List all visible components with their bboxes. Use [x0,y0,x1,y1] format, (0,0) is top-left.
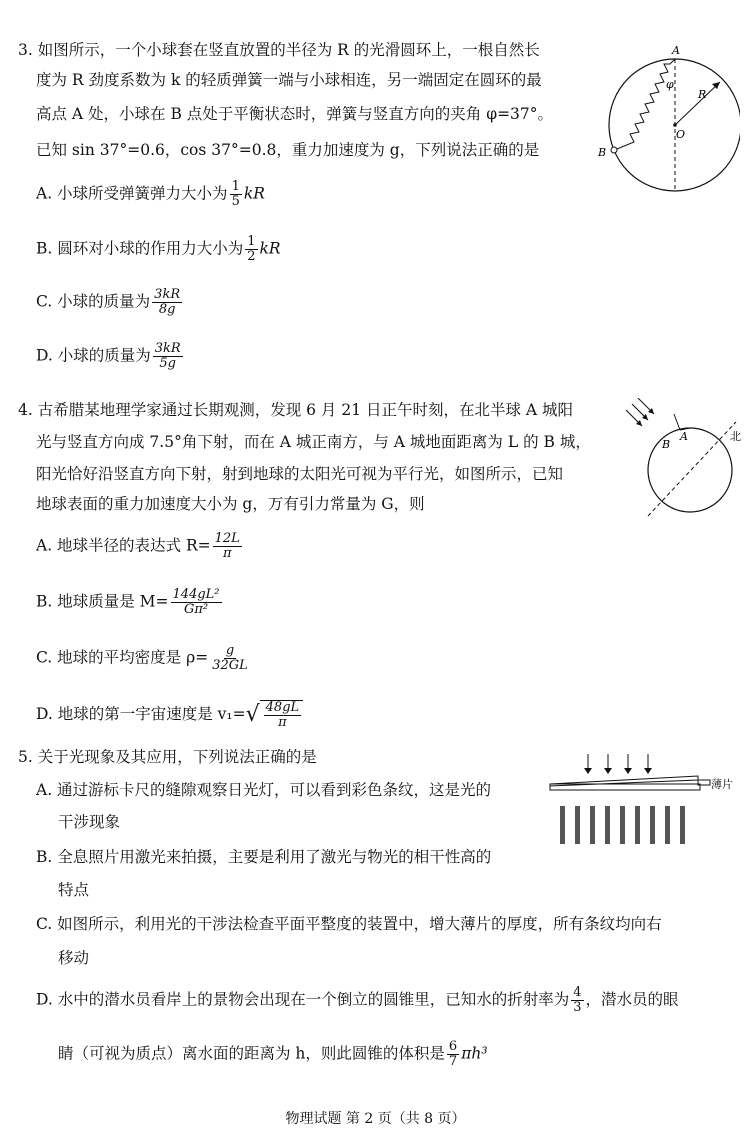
q3-ring-diagram [590,40,740,200]
q5-stem: 5. 关于光现象及其应用，下列说法正确的是 [18,748,317,766]
q4-option-b: B. 地球质量是 M= $\frac{\text{144gL²}}{\text{Gπ²}}$ [36,587,220,617]
q5-option-a-line1: A. 通过游标卡尺的缝隙观察日光灯，可以看到彩色条纹，这是光的 [36,781,492,799]
q3-option-b: B. 圆环对小球的作用力大小为 $\frac{1}{2}$ kR [36,234,281,264]
q3-label-a: A [672,44,680,57]
q5-option-d-line1: D. 水中的潜水员看岸上的景物会出现在一个倒立的圆锥里，已知水的折射率为 $\frac{4}{3}$ ，潜水员的眼 [36,985,679,1015]
q3-label-b: B [598,146,607,159]
q3-label-phi: φ [666,78,674,91]
q4-option-c: C. 地球的平均密度是 ρ= $\frac{g}{32GL}$ [36,643,248,673]
q5-option-c-line2: 移动 [58,949,90,967]
q3-line2: 度为 R 劲度系数为 k 的轻质弹簧一端与小球相连，另一端固定在圆环的最 [36,71,542,89]
q4-label-b: B [662,438,671,451]
q3-label-o: O [676,128,686,141]
q5-option-d-line2: 睛（可视为质点）离水面的距离为 h，则此圆锥的体积是 $\frac{6}{7}$ πh³ [58,1039,488,1069]
q3-option-d: D. 小球的质量为 $\frac{3kR}{5g}$ [36,341,181,371]
q3-option-a: A. 小球所受弹簧弹力大小为 $\frac{1}{5}$ kR [36,179,265,209]
q3-line4: 已知 sin 37°=0.6，cos 37°=0.8，重力加速度为 g，下列说法正确的是 [36,141,540,159]
q5-option-a-line2: 干涉现象 [58,813,121,831]
q4-line4: 地球表面的重力加速度大小为 g，万有引力常量为 G，则 [36,495,425,513]
q5-option-b-line2: 特点 [58,881,90,899]
q3-line3: 高点 A 处，小球在 B 点处于平衡状态时，弹簧与竖直方向的夹角 φ=37°。 [36,105,554,123]
q4-option-a: A. 地球半径的表达式 R= $\frac{12L}{\pi}$ [36,531,240,561]
q3-option-c: C. 小球的质量为 $\frac{3kR}{8g}$ [36,287,181,317]
q4-option-d: D. 地球的第一宇宙速度是 v₁= √ $\frac{48gL}{\pi}$ [36,700,303,730]
q3-line1: 3. 如图所示，一个小球套在竖直放置的半径为 R 的光滑圆环上，一根自然长 [18,41,540,59]
q5-option-c-line1: C. 如图所示，利用光的干涉法检查平面平整度的装置中，增大薄片的厚度，所有条纹均向右 [36,915,662,933]
q5-option-b-line1: B. 全息照片用激光来拍摄，主要是利用了激光与物光的相干性高的 [36,848,492,866]
q4-label-a: A [680,430,688,443]
q4-line1: 4. 古希腊某地理学家通过长期观测，发现 6 月 21 日正午时刻，在北半球 A 城阳 [18,401,574,419]
q5-interference-diagram [548,750,748,850]
q5-label-thin-film: 薄片 [711,778,733,791]
q4-label-north: 北 [730,430,741,443]
q4-earth-diagram [618,398,748,518]
q4-line3: 阳光恰好沿竖直方向下射，射到地球的太阳光可视为平行光，如图所示，已知 [36,465,564,483]
q4-line2: 光与竖直方向成 7.5°角下射，而在 A 城正南方，与 A 城地面距离为 L 的 B 城， [36,433,591,451]
q3-label-r: R [698,88,707,101]
page-footer: 物理试题 第 2 页（共 8 页） [285,1111,466,1127]
